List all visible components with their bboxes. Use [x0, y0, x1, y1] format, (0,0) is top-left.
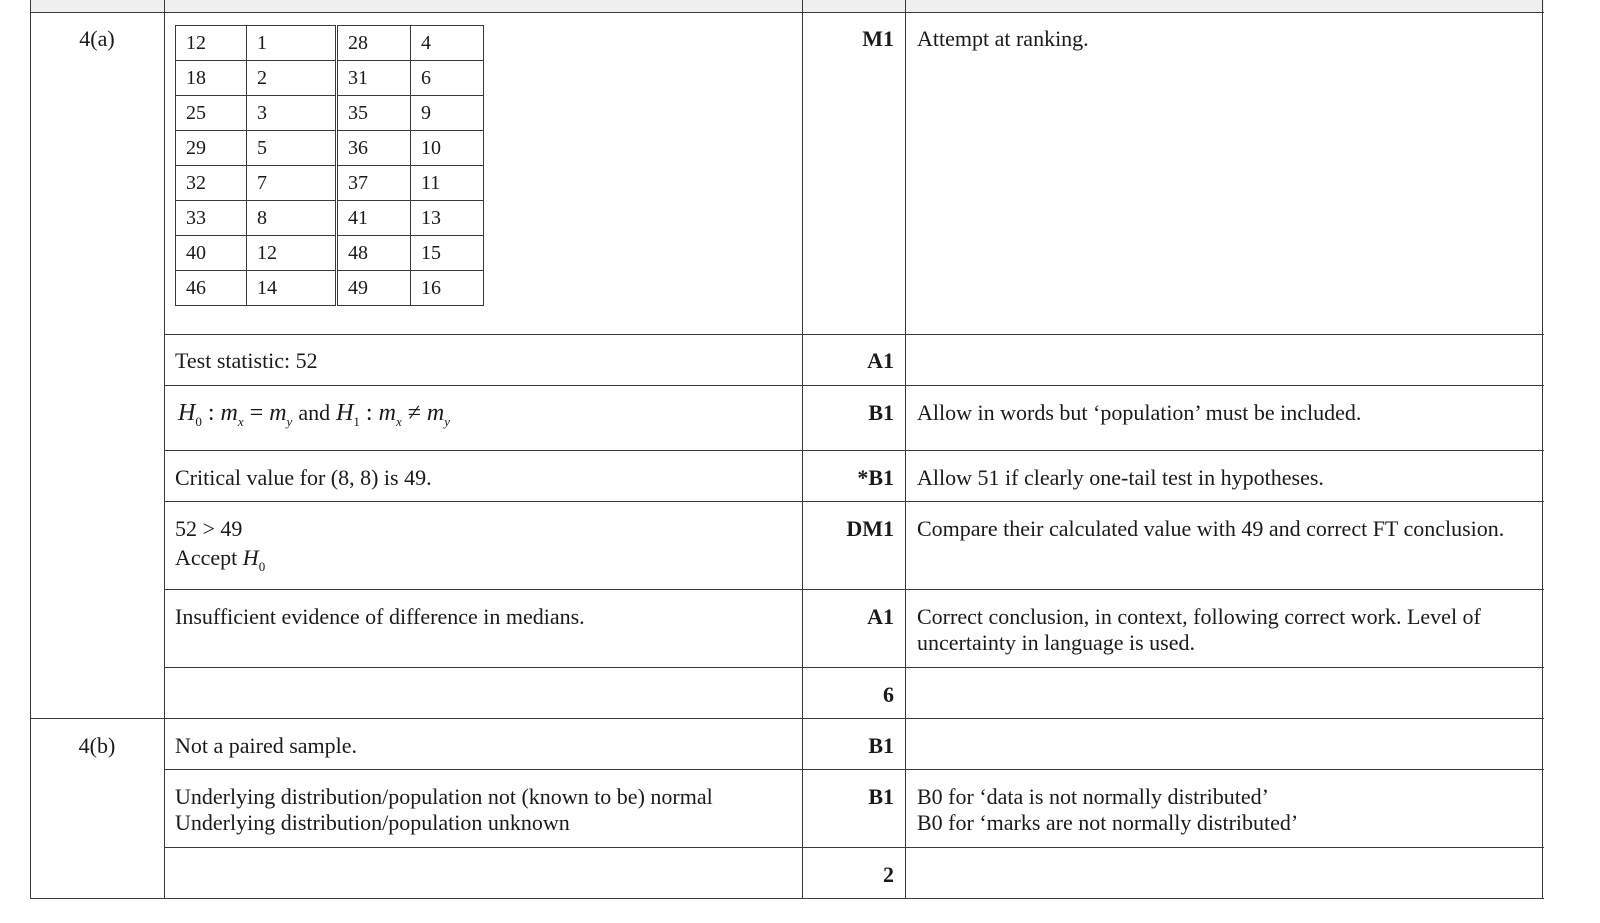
- column-border: [164, 0, 165, 899]
- colon-symbol: :: [207, 400, 215, 426]
- m-symbol: m: [426, 400, 445, 426]
- total-marks: 2: [883, 862, 894, 887]
- subscript: x: [237, 414, 244, 429]
- mark-code: A1: [867, 604, 894, 629]
- ranking-table-cell: 48: [337, 236, 411, 271]
- guidance-text: Correct conclusion, in context, following correct work. Level of uncertainty in language is used.: [917, 604, 1481, 655]
- row-divider: [164, 501, 1544, 502]
- mark-scheme-table: [30, 0, 1544, 900]
- total-marks: 6: [883, 682, 894, 707]
- ranking-table-cell: 11: [411, 166, 484, 201]
- column-border: [802, 0, 803, 899]
- row-divider: [30, 12, 1544, 13]
- guidance-text: B0 for ‘marks are not normally distributed’: [917, 810, 1299, 835]
- ranking-table-row: [176, 166, 484, 201]
- ranking-table-cell: 32: [176, 166, 247, 201]
- ranking-table-cell: 41: [337, 201, 411, 236]
- row-divider: [164, 334, 1544, 335]
- ranking-table-cell: 28: [337, 26, 411, 61]
- ranking-table-cell: 7: [247, 166, 337, 201]
- question-divider: [30, 718, 1544, 719]
- ranking-table-cell: 16: [411, 271, 484, 306]
- answer-text: Not a paired sample.: [175, 733, 358, 758]
- ranking-table-cell: 15: [411, 236, 484, 271]
- ranking-table-cell: 18: [176, 61, 247, 96]
- row-divider: [164, 589, 1544, 590]
- header-row-strip: [30, 0, 1544, 12]
- subscript: 0: [195, 414, 202, 429]
- answer-text: Underlying distribution/population unknown: [175, 810, 570, 835]
- ranking-table-cell: 3: [247, 96, 337, 131]
- guidance-text: Allow in words but ‘population’ must be included.: [917, 400, 1362, 425]
- column-border: [30, 0, 31, 899]
- ranking-table-row: [176, 96, 484, 131]
- colon-symbol: :: [365, 400, 373, 426]
- accept-h0-text: [175, 545, 265, 580]
- ranking-table-cell: 49: [337, 271, 411, 306]
- conclusion-text: Insufficient evidence of difference in medians.: [175, 604, 585, 629]
- row-divider: [164, 385, 1544, 386]
- m-symbol: m: [220, 400, 238, 426]
- column-border: [1542, 0, 1543, 899]
- ranking-table-cell: 10: [411, 131, 484, 166]
- ranking-table-cell: 29: [176, 131, 247, 166]
- mark-code: B1: [868, 784, 894, 809]
- comparison-text: 52 > 49: [175, 516, 243, 541]
- mark-code: A1: [867, 348, 894, 373]
- row-divider: [164, 847, 1544, 848]
- subscript: x: [395, 414, 402, 429]
- not-equals-symbol: ≠: [407, 400, 421, 426]
- ranking-table-cell: 8: [247, 201, 337, 236]
- critical-value-text: Critical value for (8, 8) is 49.: [175, 465, 432, 490]
- accept-word: Accept: [175, 545, 238, 570]
- m-symbol: m: [378, 400, 396, 426]
- subscript: 0: [258, 559, 266, 574]
- row-divider: [164, 769, 1544, 770]
- subscript: 1: [353, 414, 360, 429]
- table-bottom-border: [30, 898, 1544, 899]
- mark-code: DM1: [846, 516, 894, 541]
- ranking-table-cell: 31: [337, 61, 411, 96]
- ranking-table-row: [176, 236, 484, 271]
- ranking-table-cell: 36: [337, 131, 411, 166]
- ranking-table-cell: 14: [247, 271, 337, 306]
- ranking-table-cell: 46: [176, 271, 247, 306]
- guidance-text: B0 for ‘data is not normally distributed’: [917, 784, 1269, 809]
- guidance-text: Allow 51 if clearly one-tail test in hypotheses.: [917, 465, 1324, 490]
- ranking-table-row: [176, 26, 484, 61]
- ranking-table-cell: 37: [337, 166, 411, 201]
- hypotheses-expression: [178, 400, 450, 435]
- guidance-text: Compare their calculated value with 49 and correct FT conclusion.: [917, 516, 1505, 541]
- mark-code: B1: [868, 400, 894, 425]
- mark-code: *B1: [857, 465, 894, 490]
- subscript: y: [286, 414, 293, 429]
- guidance-text: Attempt at ranking.: [917, 26, 1089, 51]
- h-symbol: H: [336, 400, 354, 426]
- and-word: and: [298, 400, 331, 425]
- answer-text: Underlying distribution/population not (known to be) normal: [175, 784, 713, 809]
- ranking-table-cell: 4: [411, 26, 484, 61]
- ranking-table-cell: 13: [411, 201, 484, 236]
- h-symbol: H: [178, 400, 196, 426]
- column-border: [905, 0, 906, 899]
- ranking-table-cell: 2: [247, 61, 337, 96]
- mark-code: B1: [868, 733, 894, 758]
- ranking-table-cell: 12: [247, 236, 337, 271]
- ranking-table-cell: 33: [176, 201, 247, 236]
- ranking-table-cell: 9: [411, 96, 484, 131]
- ranking-table-row: [176, 61, 484, 96]
- ranking-table-cell: 5: [247, 131, 337, 166]
- ranking-table-row: [176, 131, 484, 166]
- equals-symbol: =: [249, 400, 264, 426]
- question-number: 4(a): [79, 26, 115, 51]
- ranking-table: [175, 25, 484, 306]
- mark-code: M1: [862, 26, 894, 51]
- ranking-table-cell: 1: [247, 26, 337, 61]
- ranking-table-cell: 35: [337, 96, 411, 131]
- test-statistic-text: Test statistic: 52: [175, 348, 318, 373]
- row-divider: [164, 667, 1544, 668]
- ranking-table-cell: 12: [176, 26, 247, 61]
- ranking-table-cell: 6: [411, 61, 484, 96]
- subscript: y: [444, 414, 451, 429]
- ranking-table-cell: 25: [176, 96, 247, 131]
- ranking-table-row: [176, 271, 484, 306]
- ranking-table-cell: 40: [176, 236, 247, 271]
- h-symbol: H: [242, 545, 259, 570]
- row-divider: [164, 450, 1544, 451]
- question-number: 4(b): [78, 733, 116, 758]
- ranking-table-row: [176, 201, 484, 236]
- m-symbol: m: [269, 400, 287, 426]
